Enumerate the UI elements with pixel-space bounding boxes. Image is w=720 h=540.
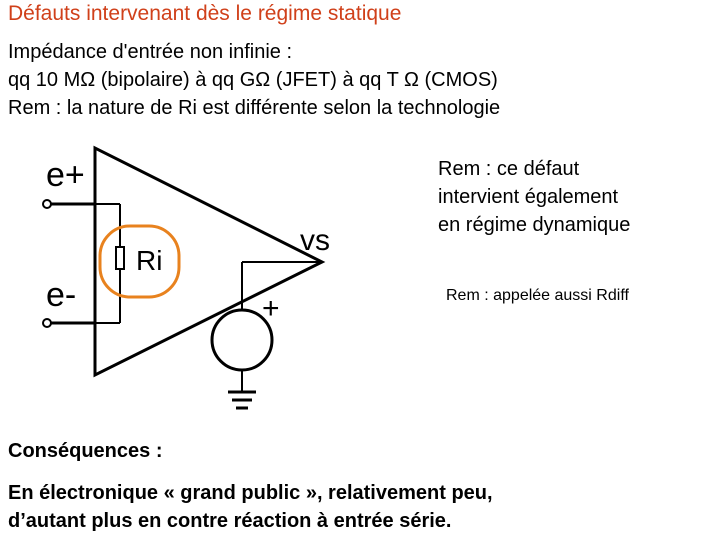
input-plus-terminal <box>43 200 51 208</box>
ground-icon <box>228 392 256 408</box>
note-dynamic-line-3: en régime dynamique <box>438 214 631 236</box>
resistor-label: Ri <box>136 245 163 276</box>
note-dynamic-line-2: intervient également <box>438 186 619 208</box>
note-rdiff: Rem : appelée aussi Rdiff <box>446 287 629 304</box>
note-dynamic-line-1: Rem : ce défaut <box>438 158 580 180</box>
consequences-heading: Conséquences : <box>8 440 163 462</box>
input-minus-terminal <box>43 319 51 327</box>
intro-line-2: qq 10 MΩ (bipolaire) à qq GΩ (JFET) à qq T Ω (CMOS) <box>8 69 498 91</box>
input-minus-label: e- <box>46 276 77 314</box>
slide-title: Défauts intervenant dès le régime statique <box>8 2 402 25</box>
output-label: vs <box>300 224 330 257</box>
intro-line-1: Impédance d'entrée non infinie : <box>8 41 293 63</box>
consequences-line-2: d’autant plus en contre réaction à entrée série. <box>8 510 452 532</box>
resistor-ri <box>116 247 124 269</box>
input-plus-label: e+ <box>46 156 85 194</box>
intro-line-3: Rem : la nature de Ri est différente selon la technologie <box>8 97 501 119</box>
source-polarity-label: + <box>262 292 280 325</box>
consequences-line-1: En électronique « grand public », relativement peu, <box>8 482 493 504</box>
